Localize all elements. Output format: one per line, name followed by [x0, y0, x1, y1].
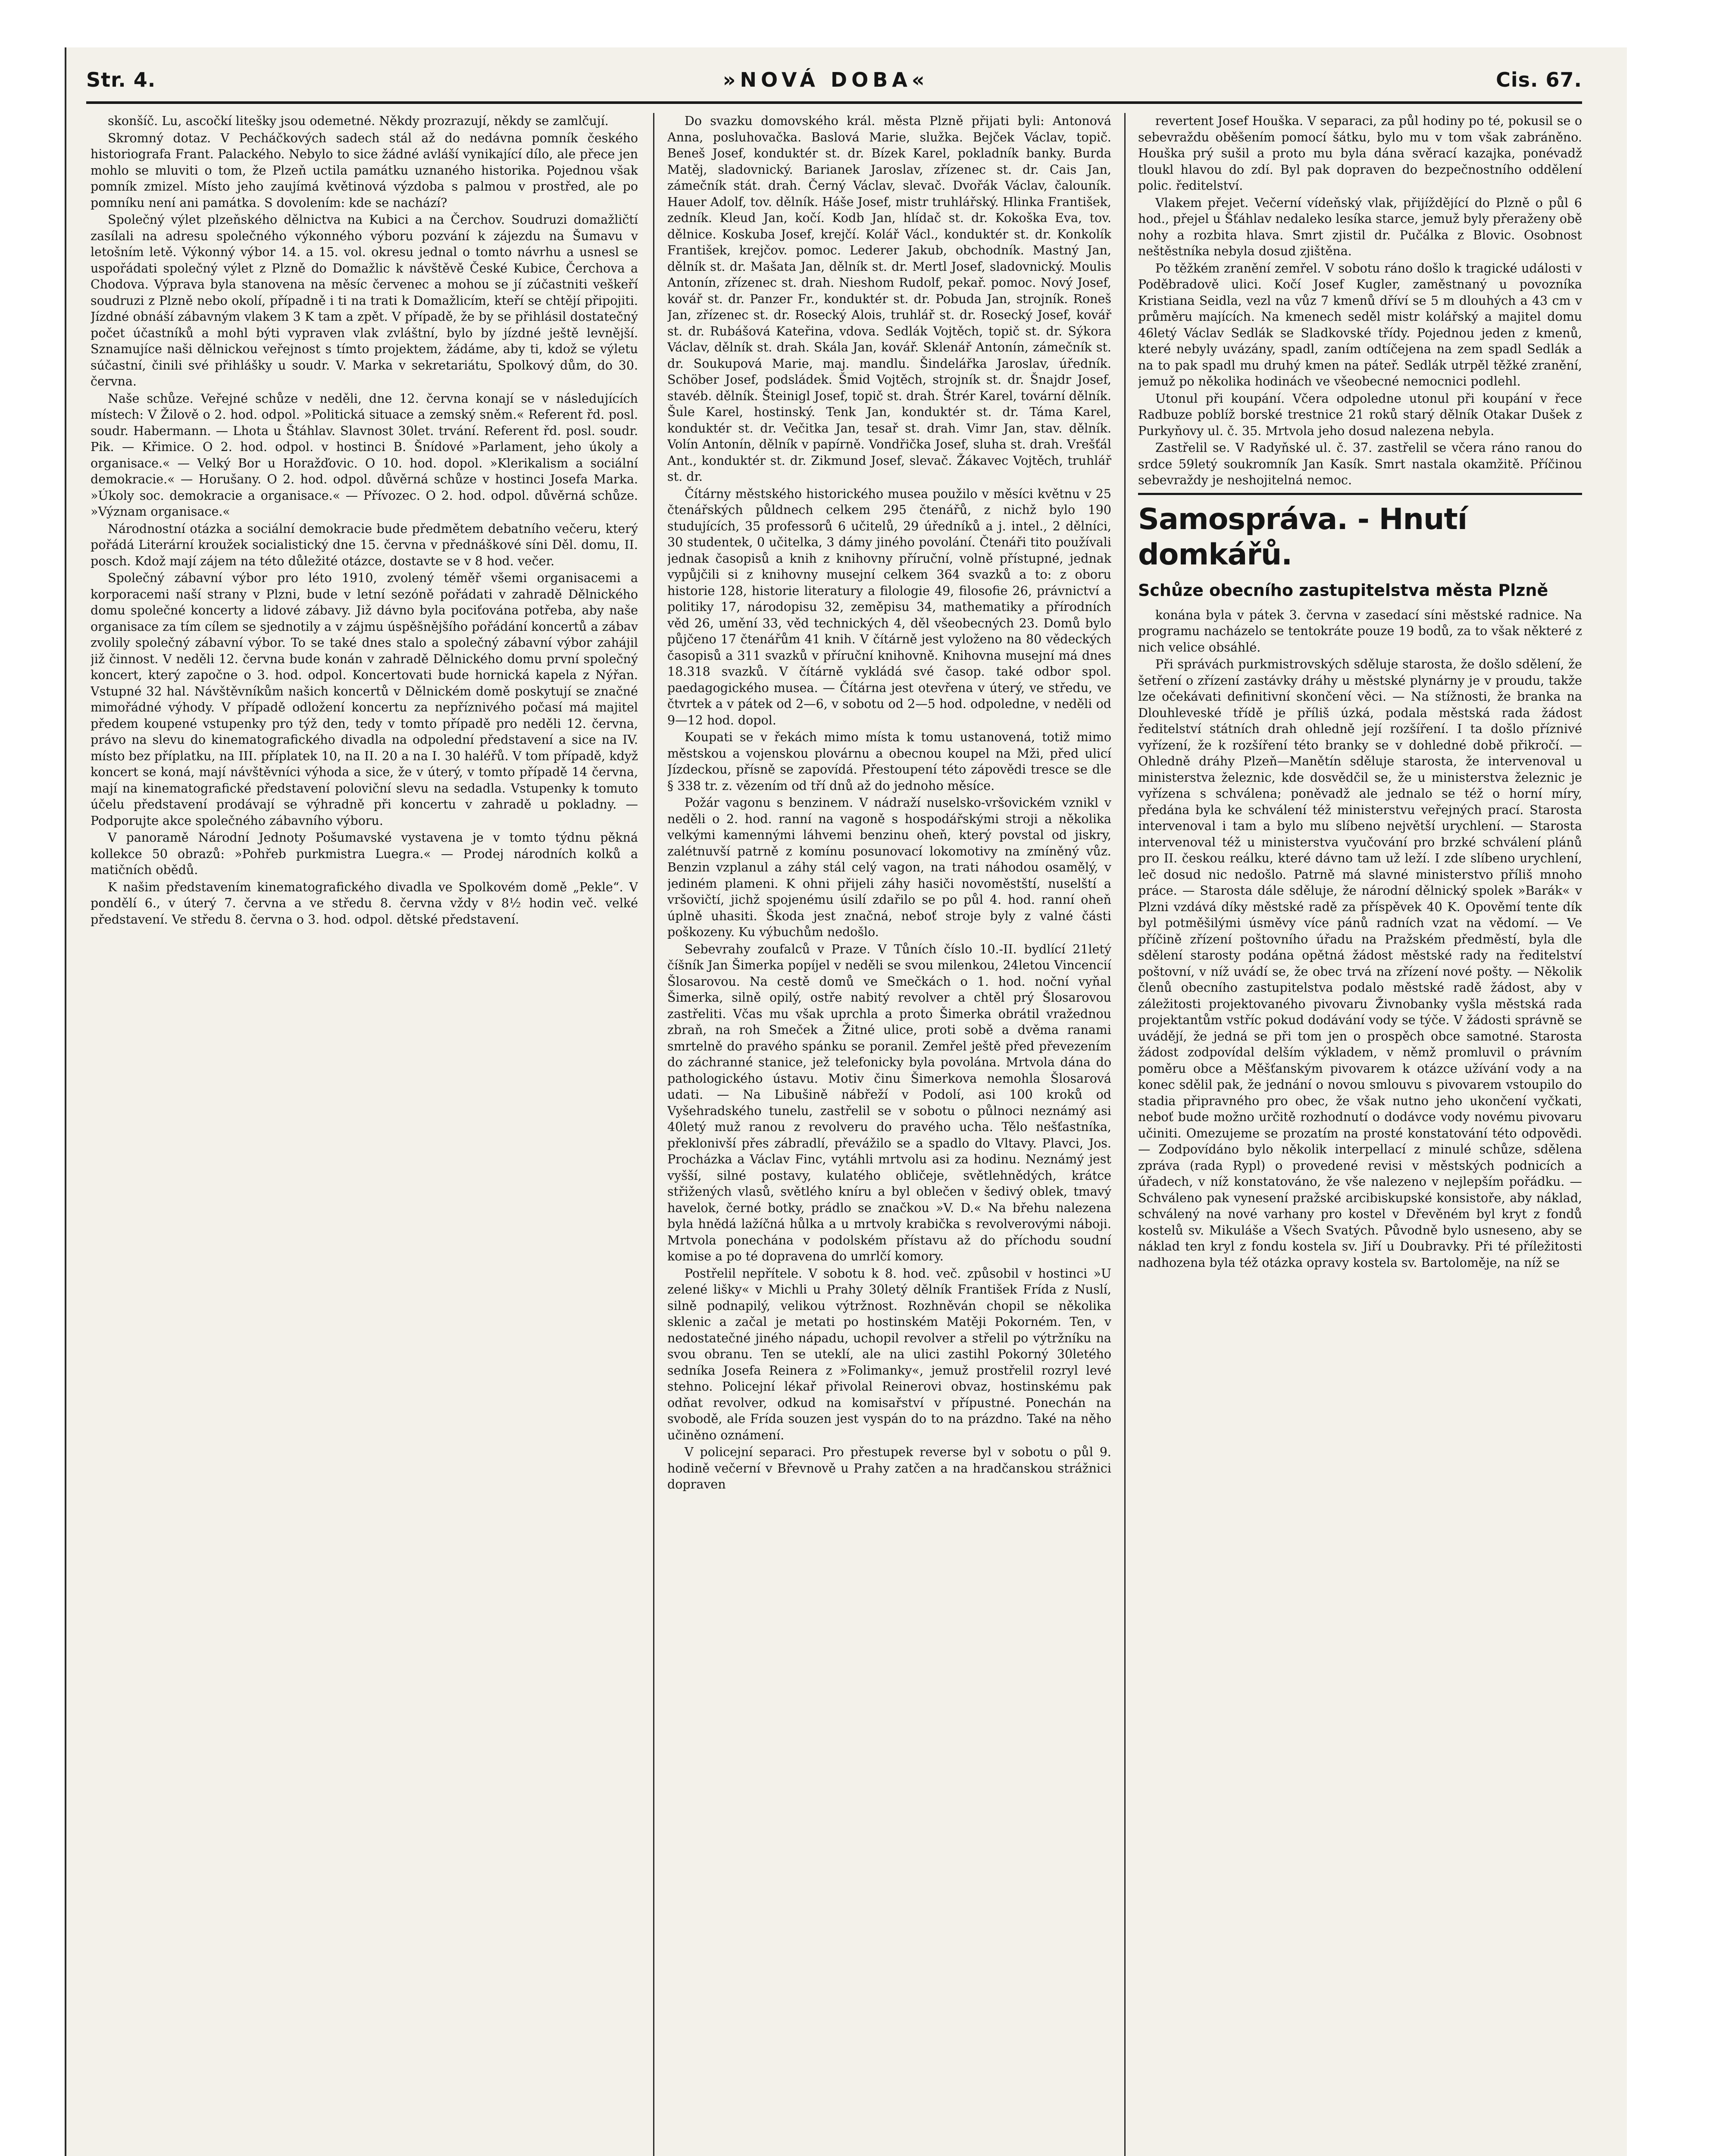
article-postrelil: Postřelil nepřítele. V sobotu k 8. hod. več. způsobil v hostinci »U zelené lišky« v Michli u Prahy 30letý dělník František Frída z Nuslí, silně podnapilý, velikou výtržnost. Rozhněván chopil se několika sklenic a začal je metati po hostinském Matěji Pokorném. Ten, v nedostatečné jiného nápadu, uchopil revolver a střelil po výtržníku na svou obranu. Ten se uteklí, ale na ulici zastihl Pokorný 30letého sedníka Josefa Reinera z »Folimanky«, jemuž prostřelil rozryl levé stehno. Policejní lékař přivolal Reinerovi obvaz, hostinskému pak odňat revolver, odkud na komisařství v přípustné. Ponechán na svobodě, ale Frída souzen jest vyspán do to na prázdno. Také na něho učiněno oznámení.: [667, 1266, 1111, 1442]
article-panorama: V panoramě Národní Jednoty Pošumavské vystavena je v tomto týdnu pěkná kollekce 50 obrazů: »Pohřeb purkmistra Luegra.« — Prodej národních kolků a matičních obědů.: [91, 830, 638, 877]
article-koupani: Koupati se v řekách mimo místa k tomu ustanovená, totiž mimo městskou a vojenskou plovárnu a obecnou koupel na Mži, před ulicí Jízdeckou, přísně se zapovídá. Přestoupení této zápovědi tresce se dle § 338 tr. z. vězením od tří dnů až do jednoho měsíce.: [667, 730, 1111, 793]
column-3: [1138, 113, 1582, 2156]
article-vlakem-prejet: Vlakem přejet. Večerní vídeňský vlak, přijíždějící do Plzně o půl 6 hod., přejel u Šťáhlav nedaleko lesíka starce, jemuž byly přeraženy obě nohy a rozbita hlava. Smrt zjistil dr. Pučálka z Blovic. Osobnost neštěstníka nebyla dosud zjištěna.: [1138, 195, 1582, 258]
article-narodnostni-otazka: Národnostní otázka a sociální demokracie bude předmětem debatního večeru, který pořádá Literární kroužek socialistický dne 15. června v přednáškové síni Děl. domu, II. posch. Kdož mají zájem na této důležité otázce, dostavte se v 8 hod. večer.: [91, 521, 638, 568]
article-citarny-musea: Čítárny městského historického musea použilo v měsíci květnu v 25 čtenářských půldnech celkem 295 čtenářů, z nichž bylo 190 studujících, 35 professorů 6 učitelů, 29 úředníků a j. intel., 2 dělníci, 30 studentek, 0 učitelka, 3 dámy jiného povolání. Čtenáři tito používali jednak časopisů a knih z knihovny příruční, volně přístupné, jednak vypůjčili si z knihovny musejní celkem 364 svazků a to: z oboru historie 128, historie literatury a filologie 49, filosofie 26, právnictví a politiky 17, národopisu 32, zeměpisu 34, mathematiky a přírodních věd 26, umění 33, věd technických 4, děl všeobecných 23. Domů bylo půjčeno 17 čtenářům 41 knih. V čítárně jest vyloženo na 80 vědeckých časopisů a 311 svazků v příruční knihovně. Knihovna musejní má dnes 18.318 svazků. V čítárně vykládá své časop. také odbor spol. paedagogického musea. — Čítárna jest otevřena v úterý, ve středu, ve čtvrtek a v pátek od 2—6, v sobotu od 2—5 hod. odpoledne, v neděli od 9—12 hod. dopol.: [667, 486, 1111, 727]
article-kinematograf: K našim představením kinematografického divadla ve Spolkovém domě „Pekle“. V pondělí 6., v úterý 7. června a ve středu 8. června vždy v 8½ hodin več. velké představení. Ve středu 8. června o 3. hod. odpol. dětské představení.: [91, 880, 638, 927]
page-number: Str. 4.: [86, 68, 156, 91]
article-pozar-vagonu: Požár vagonu s benzinem. V nádraží nuselsko-vršovickém vznikl v neděli o 2. hod. ranní na vagoně s hospodářskými stroji a několika velkými kamennými láhvemi benzinu oheň, který povstal od jiskry, zalétnuvší patrně z komínu posunovací lokomotivy na zmíněný vůz. Benzin vzplanul a záhy stál celý vagon, na trati náhodou osamělý, v jediném plameni. K ohni přijeli záhy hasiči novoměstští, nuselští a vršovičtí, jichž spojenému úsilí zdařilo se po půl 4. hod. ranní oheň úplně uhasiti. Škoda jest značná, neboť stroje byly z valné části poškozeny. Ku výbuchům nedošlo.: [667, 796, 1111, 939]
article-zastrelil: Zastřelil se. V Radyňské ul. č. 37. zastřelil se včera ráno ranou do srdce 59letý soukromník Jan Kasík. Smrt nastala okamžitě. Příčinou sebevraždy je neshojitelná nemoc.: [1138, 441, 1582, 487]
section-subheading: Schůze obecního zastupitelstva města Plzně: [1138, 580, 1548, 600]
column-2: [667, 113, 1111, 2156]
article-paragraph: skonšíč. Lu, ascočkí litešky jsou odemetné. Někdy prozrazují, někdy se zamlčují.: [108, 114, 609, 128]
page-header: [86, 65, 1582, 95]
article-schuze-intro: konána byla v pátek 3. června v zasedací síni městské radnice. Na programu nacházelo se tentokráte pouze 19 bodů, za to však některé z nich velice obsáhlé.: [1138, 608, 1582, 655]
article-schuze-body: Při správách purkmistrovských sděluje starosta, že došlo sdělení, že šetření o zřízení zastávky dráhy u městské plynárny je v proudu, takže lze očekávati definitivní skončení věci. — Na stížnosti, že branka na Dlouhleveské třídě je příliš úzká, podala městská rada žádost ředitelství státních drah ohledně její rozšíření. I ta došlo příznivé vyřízení, že k rozšíření této branky se v dohledné době přikročí. — Ohledně dráhy Plzeň—Manětín sděluje starosta, že intervenoval u ministerstva železnic, kde dosvědčil se, že u ministerstva železnic je vyřízena s schválena; poněvadž ale jednalo se též o horní míry, předána byla ke schválení též ministerstvu veřejných prací. Starosta intervenoval i tam a bylo mu slíbeno největší urychlení. — Starosta intervenoval též u ministerstva vyučování pro brzké schválení plánů pro II. českou reálku, které dávno tam už leží. I zde slíbeno urychlení, leč dosud nic nedošlo. Patrně má slavné ministerstvo příliš mnoho práce. — Starosta dále sděluje, že národní dělnický spolek »Barák« v Plzni vzdává díky městské radě za příspěvek 40 K. Opověmí tente dík byl potměšilými úsměvy více pánů radních vzat na vědomí. — Ve příčině zřízení poštovního úřadu na Pražském předměstí, byla dle sdělení starosty podána opětná žádost městské rady na ředitelství poštovní, v níž uvádí se, že obec trvá na zřízení nové pošty. — Několik členů obecního zastupitelstva podalo městské radě žádost, aby v záležitosti projektovaného pivovaru Živnobanky vyšla městská rada projektantům vstříc pokud dodávání vody se týče. V žádosti správně se uvádějí, že jedná se při tom jen o prospěch obce samotné. Starosta žádost zodpovídal delším výkladem, v němž promluvil o právním poměru obce a Měšťanským pivovarem k otázce užívání vody a na konec sdělil pak, že jednání o novou smlouvu s pivovarem vstoupilo do stadia připravného pro obec, že však nutno jeho ukončení vyčkati, neboť bude možno určitě rozhodnutí o dodávce vody novému pivovaru učiniti. Omezujeme se prozatím na prosté konstatování této odpovědi. — Zodpovídáno bylo několik interpellací z minulé schůze, sdělena zpráva (rada Rypl) o provedené revisi v městských podnicích a úřadech, v níž konstatováno, že vše nalezeno v nejlepším pořádku. — Schváleno pak vynesení pražské arcibiskupské konsistoře, aby náklad, schválený na nové varhany pro kostel v Dřevěném byl kryt z fondů kostelů sv. Mikuláše a Všech Svatých. Původně bylo usneseno, aby se náklad ten kryl z fondu kostela sv. Jiří u Doubravky. Při té příležitosti nadhozena byla též otázka opravy kostela sv. Bartoloměje, na níž se: [1138, 657, 1582, 1270]
section-rule: [1138, 493, 1582, 495]
article-continuation: revertent Josef Houška. V separaci, za půl hodiny po té, pokusil se o sebevraždu oběšením pomocí šátku, bylo mu v tom však zabráněno. Houška prý sušil a proto mu byla dána svěrací kazajka, ponévadž tloukl hlavou do zdí. Byl pak dopraven do bezpečnostního oddělení polic. ředitelství.: [1138, 114, 1582, 193]
header-rule: [86, 101, 1582, 104]
column-divider-2: [1124, 113, 1126, 2156]
article-spolecny-vylet: Společný výlet plzeňského dělnictva na Kubici a na Čerchov. Soudruzi domažličtí zasílali na adresu společného výkonného výboru pozvání k zájezdu na Šumavu v letošním letě. Výkonný výbor 14. a 15. vol. okresu jednal o tomto návrhu a usnesl se uspořádati společný výlet z Plzně do Domažlic k návštěvě České Kubice, Čerchova a Chodova. Výprava byla stanovena na měsíc červenec a mohou se jí zúčastniti veškeří soudruzi z Plzně nebo okolí, případně i ti na trati k Domažlicím, kteří se chtějí připojiti. Jízdné obnáší zábavným vlakem 3 K tam a zpět. V případě, že by se přihlásil dostatečný počet účastníků a mohl býti vypraven vlak zvláštní, bylo by jízdné ještě levnější. Sznamujíce naši dělnickou veřejnost s tímto projektem, žádáme, aby ti, kdož se výletu súčastní, činili své přihlášky u soudr. V. Marka v sekretariátu, Spolkový dům, do 30. června.: [91, 213, 638, 389]
article-sebevrahy: Sebevrahy zoufalců v Praze. V Tůních číslo 10.-II. bydlící 21letý číšník Jan Šimerka popíjel v neděli se svou milenkou, 24letou Vincencií Šlosarovou. Na cestě domů ve Smečkách o 1. hod. noční vyňal Šimerka, silně opilý, ostře nabitý revolver a chtěl prý Šlosarovou zastřeliti. Včas mu však uprchla a proto Šimerka obrátil vražednou zbraň, na roh Smeček a Žitné ulice, proti sobě a dvěma ranami smrtelně do pravého spánku se poranil. Zemřel ještě před převezením do záchranné stanice, jež telefonicky byla povolána. Mrtvola dána do pathologického ústavu. Motiv činu Šimerkova nemohla Šlosarová udati. — Na Libušině nábřeží v Podolí, asi 100 kroků od Vyšehradského tunelu, zastřelil se v sobotu o půlnoci neznámý asi 40letý muž ranou z revolveru do pravého ucha. Tělo nešťastníka, překlonivší přes zábradlí, převážilo se a spadlo do Vltavy. Plavci, Jos. Procházka a Václav Finc, vytáhli mrtvolu asi za hodinu. Neznámý jest vyšší, silné postavy, kulatého obličeje, světlehnědých, krátce střižených vlasů, světlého kníru a byl oblečen v šedivý oblek, tmavý havelok, černé botky, prádlo se značkou »V. D.« Na břehu nalezena byla hnědá lažíčná hůlka a u mrtvoly krabička s revolverovými náboji. Mrtvola ponechána v podolském přístavu až do příchodu soudní komise a po té dopravena do umrlčí komory.: [667, 942, 1111, 1263]
article-separace: V policejní separaci. Pro přestupek reverse byl v sobotu o půl 9. hodině večerní v Břevnově u Prahy zatčen a na hradčanskou strážnici dopraven: [667, 1445, 1111, 1492]
article-zraneni: Po těžkém zranění zemřel. V sobotu ráno došlo k tragické události v Poděbradově ulici. Kočí Josef Kugler, zaměstnaný u povozníka Kristiana Seidla, vezl na vůz 7 kmenů dříví se 5 m dlouhých a 43 cm v průměru majících. Na kmenech seděl mistr kolářský a majitel domu 46letý Václav Sedlák se Sladkovské třídy. Pojednou jeden z kmenů, které nebyly uvázány, spadl, zaním odtíčejena na zem spadl Sedlák a na to pak spadl mu druhý kmen na páteř. Sedlák utrpěl těžké zranění, jemuž po několika hodinách ve všeobecné nemocnici podlehl.: [1138, 261, 1582, 389]
newspaper-title: »NOVÁ DOBA«: [722, 68, 929, 91]
article-nase-schuze: Naše schůze. Veřejné schůze v neděli, dne 12. června konají se v následujících místech: V Žilově o 2. hod. odpol. »Politická situace a zemský sněm.« Referent řd. posl. soudr. Habermann. — Lhota u Štáhlav. Slavnost 30let. trvání. Referent řd. posl. soudr. Pik. — Křimice. O 2. hod. odpol. v hostinci B. Šnídové »Parlament, jeho úkoly a organisace.« — Velký Bor u Horažďovic. O 10. hod. dopol. »Klerikalism a sociální demokracie.« — Horušany. O 2. hod. odpol. důvěrná schůze v hostinci Josefa Marka. »Úkoly soc. demokracie a organisace.« — Přívozec. O 2. hod. odpol. důvěrná schůze. »Význam organisace.«: [91, 391, 638, 519]
article-skromny-dotaz: Skromný dotaz. V Pecháčkových sadech stál až do nedávna pomník českého historiografa Frant. Palackého. Nebylo to sice žádné avláší vynikající dílo, ale přece jen mohlo se mluviti o tom, že Plzeň uctila památku uznaného historika. Pojednou však pomník zmizel. Místo jeho zaujímá květinová výzdoba s palmou v prostřed, ale po pomníku není ani památka. S dovolením: kde se nachází?: [91, 131, 638, 210]
column-divider-1: [653, 113, 654, 2156]
column-1: [91, 113, 638, 2156]
issue-number: Cis. 67.: [1496, 68, 1582, 91]
section-heading: Samospráva. - Hnutí domkářů.: [1138, 502, 1467, 572]
article-zabavni-vybor: Společný zábavní výbor pro léto 1910, zvolený téměř všemi organisacemi a korporacemi naší strany v Plzni, bude v letní sezóně pořádati v zahradě Dělnického domu společné koncerty a lidové zábavy. Již dávno byla pociťována potřeba, aby naše organisace za tím cílem se sjednotily a v zájmu úspěšnějšího pořádání koncertů a zábav zvolily společný zábavní výbor. To se také dnes stalo a společný zábavní výbor zahájil již činnost. V neděli 12. června bude konán v zahradě Dělnického domu první společný koncert, který započne o 3. hod. odpol. Koncertovati bude hornická kapela z Nýřan. Vstupné 32 hal. Návštěvníkům našich koncertů v Dělnickém domě poskytují se značné mimořádné výhody. V případě odložení koncertu za nepříznivého počasí má majitel předem koupené vstupenky pro týž den, tedy v tomto případě pro neděli 12. června, právo na slevu do kinematografického divadla na odpolední představení a sice na IV. místo bez příplatku, na III. příplatek 10, na II. 20 a na I. 30 haléřů. V tom případě, když koncert se koná, mají návštěvníci výhoda a sice, že v úterý, v tomto případě 14 června, mají na kinematografické představení poloviční slevu na sedadla. Vstupenky k tomuto účelu představení prodávají se výhradně při koncertu v zahradě u pokladny. — Podporujte akce společného zábavního výboru.: [91, 571, 638, 828]
article-domovsky-svazek: Do svazku domovského král. města Plzně přijati byli: Antonová Anna, posluhovačka. Baslová Marie, služka. Bejček Václav, topič. Beneš Josef, konduktér st. dr. Bízek Karel, pokladník banky. Burda Matěj, sladovnický. Barianek Jaroslav, zřízenec st. dr. Cais Jan, zámečník stát. drah. Černý Václav, slevač. Dvořák Václav, čalouník. Hauer Adolf, tov. dělník. Háše Josef, mistr truhlářský. Hlinka František, zedník. Kleud Jan, kočí. Kodb Jan, hlídač st. dr. Kokoška Eva, tov. dělnice. Koskuba Josef, krejčí. Kolář Václ., konduktér st. dr. Konkolík František, krejčov. pomoc. Lederer Jakub, obchodník. Mastný Jan, dělník st. dr. Mašata Jan, dělník st. dr. Mertl Josef, sladovnický. Moulis Antonín, zřízenec st. drah. Nieshom Rudolf, pekař. pomoc. Nový Josef, kovář st. dr. Panzer Fr., konduktér st. dr. Pobuda Jan, strojník. Roneš Jan, zřízenec st. dr. Rosecký Alois, truhlář st. dr. Rosecký Josef, kovář st. dr. Rubášová Kateřina, vdova. Sedlák Vojtěch, topič st. dr. Sýkora Václav, dělník st. drah. Skála Jan, kovář. Sklenář Antonín, zámečník st. dr. Soukupová Marie, maj. mandlu. Šindelářka Jaroslav, úředník. Schöber Josef, podsládek. Šmid Vojtěch, strojník st. dr. Šnajdr Josef, stavéb. dělník. Šteinigl Josef, topič st. drah. Štrér Karel, tovární dělník. Šule Karel, hostinský. Tenk Jan, konduktér st. dr. Táma Karel, konduktér st. dr. Večitka Jan, tesař st. drah. Vimr Jan, stav. dělník. Volín Antonín, dělník v papírně. Vondřička Josef, sluha st. drah. Vrešťál Ant., konduktér st. dr. Zikmund Josef, slevač. Žákavec Vojtěch, truhlář st. dr.: [667, 114, 1111, 484]
article-utonul: Utonul při koupání. Včera odpoledne utonul při koupání v řece Radbuze poblíž borské trestnice 21 roků starý dělník Otakar Dušek z Purkyňovy ul. č. 35. Mrtvola jeho dosud nalezena nebyla.: [1138, 391, 1582, 438]
